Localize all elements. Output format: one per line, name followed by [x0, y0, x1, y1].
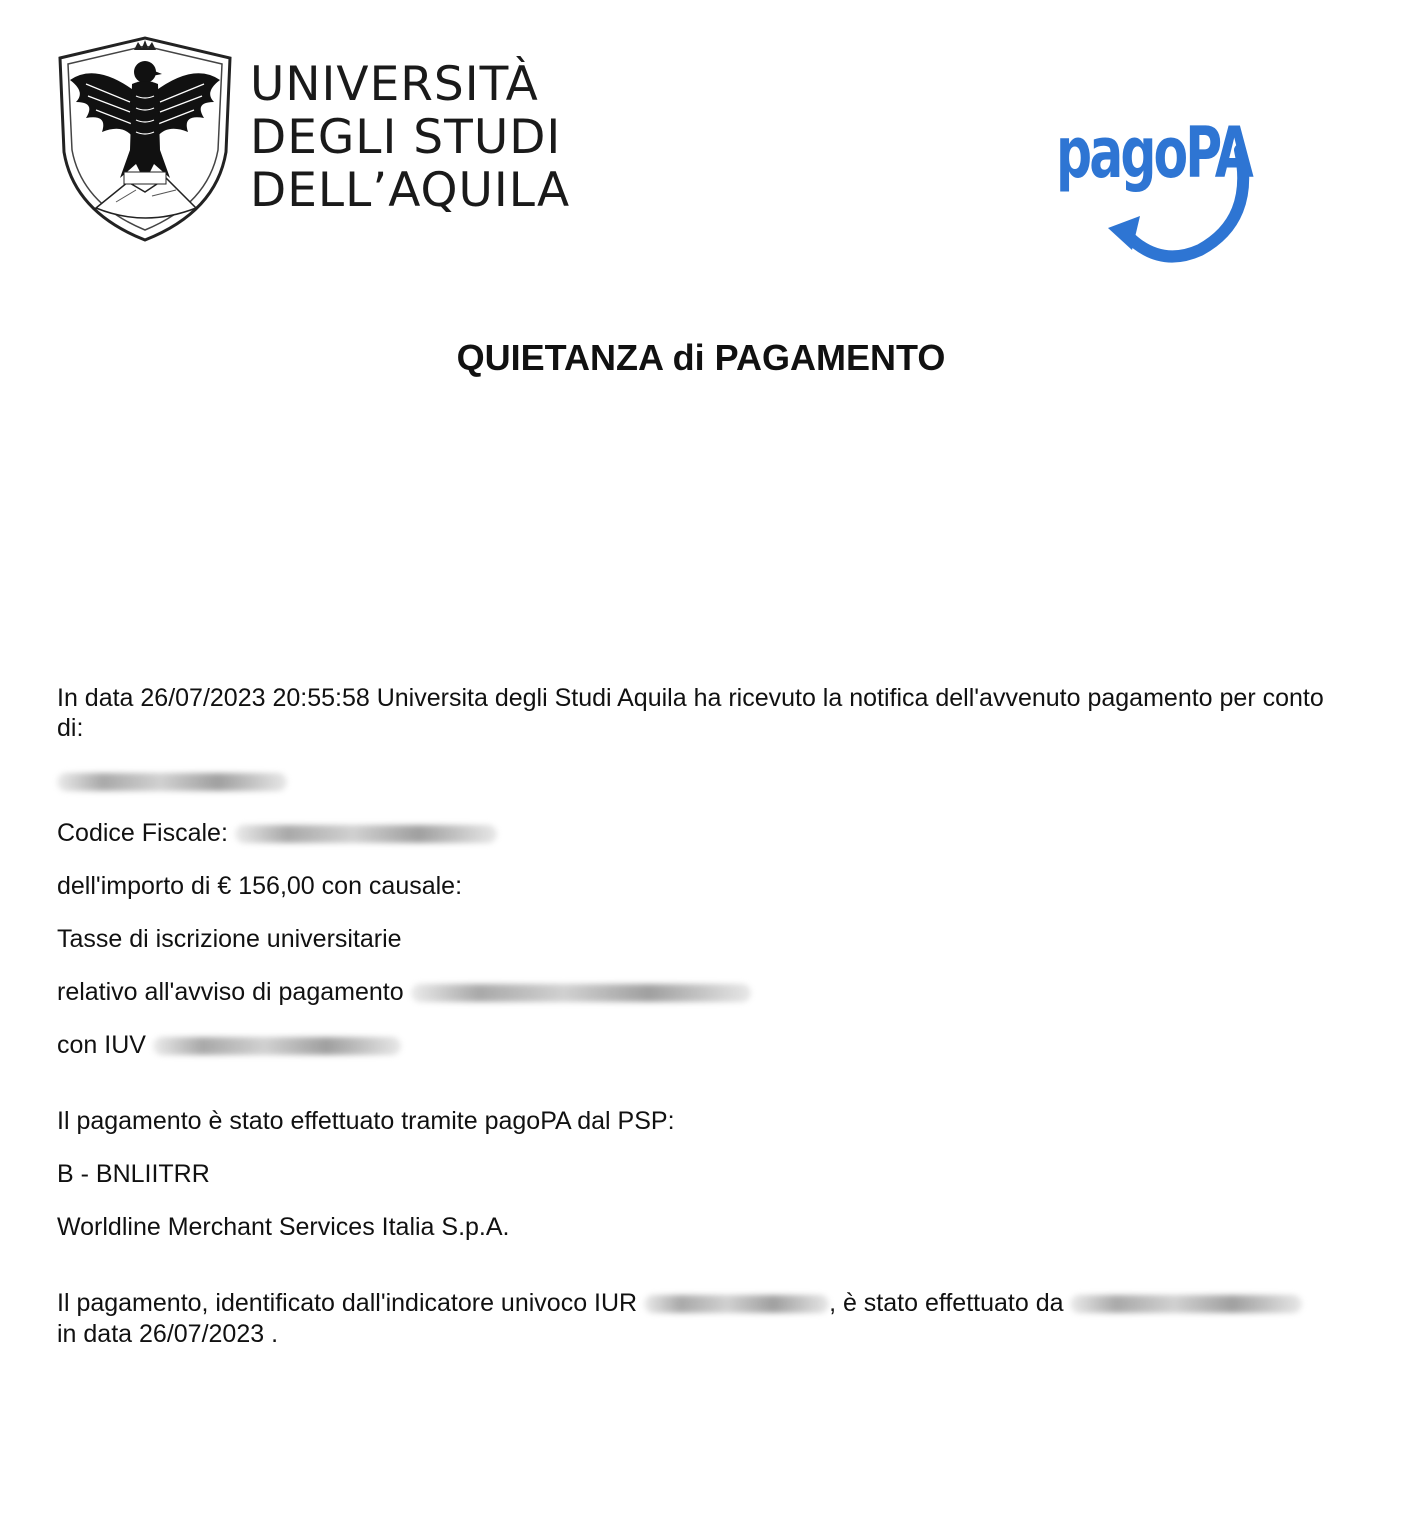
redacted-iur — [644, 1295, 829, 1313]
redacted-iuv — [153, 1037, 401, 1055]
importo-line: dell'importo di € 156,00 con causale: — [57, 872, 463, 900]
redacted-payer-name — [57, 773, 287, 791]
iuv-label: con IUV — [57, 1031, 146, 1059]
iuv-line — [57, 1030, 401, 1060]
redacted-codice-fiscale — [235, 825, 497, 843]
iur-prefix: Il pagamento, identificato dall'indicatore univoco IUR — [57, 1289, 638, 1317]
redacted-payer — [1070, 1295, 1302, 1313]
psp-name-line: Worldline Merchant Services Italia S.p.A. — [57, 1213, 510, 1241]
iur-line — [57, 1288, 1302, 1318]
pagopa-logo-arrow-icon — [1050, 110, 1265, 270]
causale-line: Tasse di iscrizione universitarie — [57, 925, 402, 953]
page-title: QUIETANZA di PAGAMENTO — [456, 337, 946, 378]
university-name-line-2: DEGLI STUDI — [250, 110, 562, 165]
iur-middle: , è stato effettuato da — [829, 1289, 1064, 1317]
payer-name-redacted — [57, 766, 287, 796]
psp-intro-line: Il pagamento è stato effettuato tramite pagoPA dal PSP: — [57, 1107, 675, 1135]
university-name-line-3: DELL’AQUILA — [250, 163, 571, 218]
avviso-label: relativo all'avviso di pagamento — [57, 978, 404, 1006]
pagopa-logo-text: pagoPA — [1056, 112, 1251, 194]
university-name-line-1: UNIVERSITÀ — [250, 57, 539, 112]
iur-date-line: in data 26/07/2023 . — [57, 1320, 279, 1348]
university-name — [250, 58, 570, 217]
avviso-line — [57, 977, 751, 1007]
psp-code-line: B - BNLIITRR — [57, 1160, 210, 1188]
eagle-crest-icon — [56, 32, 234, 244]
intro-paragraph: In data 26/07/2023 20:55:58 Universita degli Studi Aquila ha ricevuto la notifica dell'avvenuto pagamento per conto di: — [57, 684, 1324, 742]
codice-fiscale-line — [57, 818, 497, 848]
codice-fiscale-label: Codice Fiscale: — [57, 819, 228, 847]
redacted-avviso-number — [411, 984, 751, 1002]
